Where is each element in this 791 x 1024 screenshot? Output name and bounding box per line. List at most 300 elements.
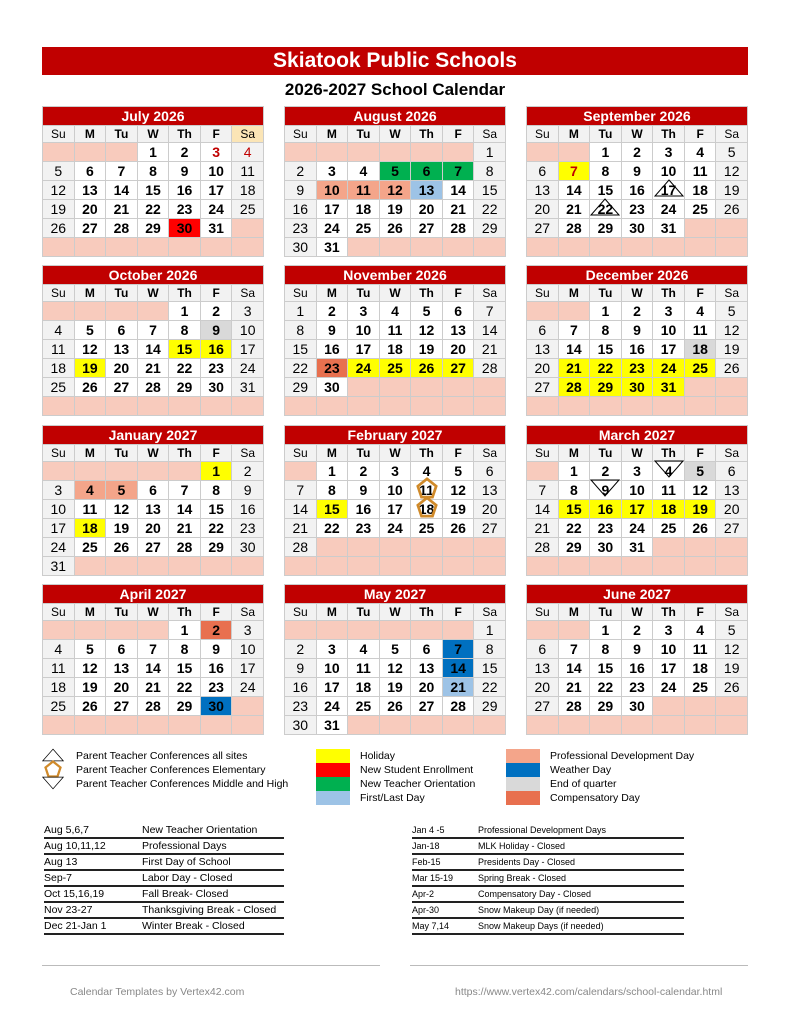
day-cell: 9 <box>285 181 316 199</box>
event-row <box>412 903 684 919</box>
weekday-header: Su <box>285 604 316 620</box>
empty-cell <box>474 716 505 734</box>
day-cell: 29 <box>590 697 621 715</box>
weekday-header: W <box>380 445 411 461</box>
empty-cell <box>716 219 747 237</box>
events-left-table <box>44 823 284 935</box>
empty-cell <box>75 462 106 480</box>
event-date: Jan-18 <box>412 841 440 851</box>
empty-cell <box>317 143 348 161</box>
day-cell: 28 <box>443 697 474 715</box>
day-cell: 10 <box>622 481 653 499</box>
day-cell: 18 <box>232 181 263 199</box>
day-cell: 4 <box>43 640 74 658</box>
day-cell: 29 <box>474 697 505 715</box>
day-cell: 10 <box>232 640 263 658</box>
day-cell: 14 <box>138 659 169 677</box>
month-header: August 2026 <box>285 107 505 125</box>
day-cell: 12 <box>716 640 747 658</box>
day-cell: 22 <box>169 359 200 377</box>
day-cell: 26 <box>43 219 74 237</box>
day-cell: 18 <box>653 500 684 518</box>
day-cell: 5 <box>716 621 747 639</box>
empty-cell <box>285 143 316 161</box>
day-cell: 10 <box>232 321 263 339</box>
empty-cell <box>138 397 169 415</box>
day-cell: 2 <box>201 621 232 639</box>
footer-divider <box>410 965 748 966</box>
month-grid <box>43 285 263 415</box>
weekday-header: F <box>201 126 232 142</box>
weekday-header: M <box>317 285 348 301</box>
weekday-header: Th <box>411 604 442 620</box>
day-cell: 27 <box>411 219 442 237</box>
weekday-header: Tu <box>348 285 379 301</box>
day-cell: 13 <box>75 181 106 199</box>
weekday-header: F <box>443 604 474 620</box>
empty-cell <box>559 143 590 161</box>
event-row <box>44 903 284 919</box>
month-december-2026 <box>526 265 748 416</box>
day-cell: 26 <box>75 378 106 396</box>
event-description: Fall Break- Closed <box>142 888 229 900</box>
weekday-header: M <box>75 126 106 142</box>
empty-cell <box>380 716 411 734</box>
day-cell: 26 <box>716 200 747 218</box>
empty-cell <box>411 378 442 396</box>
empty-cell <box>716 538 747 556</box>
weekday-header: Tu <box>348 604 379 620</box>
day-cell: 2 <box>169 143 200 161</box>
tri-down-icon <box>654 460 684 482</box>
day-cell: 13 <box>106 659 137 677</box>
day-cell: 6 <box>527 162 558 180</box>
day-cell: 10 <box>653 321 684 339</box>
legend-swatch <box>316 749 350 763</box>
event-date: Feb-15 <box>412 857 441 867</box>
day-cell: 23 <box>348 519 379 537</box>
day-cell: 16 <box>285 200 316 218</box>
empty-cell <box>474 397 505 415</box>
empty-cell <box>685 378 716 396</box>
day-cell: 28 <box>559 219 590 237</box>
empty-cell <box>348 397 379 415</box>
month-september-2026 <box>526 106 748 257</box>
day-cell: 12 <box>106 500 137 518</box>
day-cell: 23 <box>201 359 232 377</box>
month-header: May 2027 <box>285 585 505 603</box>
weekday-header: Th <box>169 285 200 301</box>
event-date: Apr-30 <box>412 905 440 915</box>
day-cell: 14 <box>443 181 474 199</box>
day-cell: 5 <box>685 462 716 480</box>
weekday-header: Th <box>653 445 684 461</box>
calendar-subtitle: 2026-2027 School Calendar <box>284 80 506 99</box>
day-cell: 11 <box>43 340 74 358</box>
month-grid <box>43 445 263 575</box>
weekday-header: W <box>380 126 411 142</box>
day-cell: 9 <box>285 659 316 677</box>
day-cell: 1 <box>169 621 200 639</box>
day-cell: 22 <box>590 678 621 696</box>
day-cell: 18 <box>75 519 106 537</box>
day-cell: 20 <box>75 200 106 218</box>
day-cell: 15 <box>138 181 169 199</box>
event-row <box>44 839 284 855</box>
day-cell: 20 <box>106 359 137 377</box>
day-cell: 26 <box>106 538 137 556</box>
day-cell: 15 <box>201 500 232 518</box>
day-cell: 5 <box>716 143 747 161</box>
empty-cell <box>138 716 169 734</box>
day-cell: 9 <box>201 640 232 658</box>
event-row <box>412 887 684 903</box>
day-cell: 21 <box>443 678 474 696</box>
footer-right[interactable]: https://www.vertex42.com/calendars/school-calendar.html <box>455 986 723 998</box>
empty-cell <box>559 716 590 734</box>
day-cell: 31 <box>317 716 348 734</box>
day-cell: 18 <box>685 659 716 677</box>
day-cell: 11 <box>653 481 684 499</box>
weekday-header: Sa <box>716 604 747 620</box>
day-cell: 3 <box>380 462 411 480</box>
day-cell: 8 <box>169 640 200 658</box>
day-cell: 14 <box>443 659 474 677</box>
empty-cell <box>527 143 558 161</box>
empty-cell <box>169 716 200 734</box>
empty-cell <box>474 557 505 575</box>
empty-cell <box>716 397 747 415</box>
empty-cell <box>685 219 716 237</box>
empty-cell <box>43 238 74 256</box>
event-row <box>44 855 284 871</box>
month-june-2027 <box>526 584 748 735</box>
day-cell: 14 <box>559 340 590 358</box>
day-cell: 19 <box>716 659 747 677</box>
day-cell: 6 <box>527 321 558 339</box>
day-cell: 15 <box>285 340 316 358</box>
day-cell: 5 <box>380 640 411 658</box>
day-cell: 15 <box>317 500 348 518</box>
day-cell: 31 <box>653 219 684 237</box>
event-date: Sep-7 <box>44 872 73 884</box>
day-cell: 6 <box>443 302 474 320</box>
day-cell: 24 <box>653 200 684 218</box>
day-cell: 17 <box>380 500 411 518</box>
day-cell: 2 <box>317 302 348 320</box>
day-cell: 27 <box>474 519 505 537</box>
day-cell: 3 <box>232 621 263 639</box>
weekday-header: Sa <box>716 126 747 142</box>
legend-swatch <box>316 763 350 777</box>
weekday-header: W <box>138 445 169 461</box>
school-title: Skiatook Public Schools <box>42 47 748 75</box>
day-cell: 4 <box>653 462 684 480</box>
day-cell: 4 <box>685 621 716 639</box>
day-cell: 24 <box>201 200 232 218</box>
empty-cell <box>43 302 74 320</box>
weekday-header: Su <box>527 285 558 301</box>
day-cell: 8 <box>474 162 505 180</box>
month-header: September 2026 <box>527 107 747 125</box>
day-cell: 10 <box>653 640 684 658</box>
month-header: June 2027 <box>527 585 747 603</box>
weekday-header: Th <box>169 604 200 620</box>
empty-cell <box>232 397 263 415</box>
weekday-header: F <box>685 126 716 142</box>
empty-cell <box>380 538 411 556</box>
month-may-2027 <box>284 584 506 735</box>
day-cell: 8 <box>201 481 232 499</box>
legend-label: First/Last Day <box>360 792 425 804</box>
weekday-header: Th <box>653 604 684 620</box>
event-row <box>44 887 284 903</box>
day-cell: 22 <box>474 678 505 696</box>
day-cell: 15 <box>169 659 200 677</box>
weekday-header: Sa <box>232 445 263 461</box>
empty-cell <box>106 238 137 256</box>
weekday-header: Th <box>169 445 200 461</box>
footer-left[interactable]: Calendar Templates by Vertex42.com <box>70 986 245 998</box>
weekday-header: W <box>138 285 169 301</box>
day-cell: 25 <box>348 219 379 237</box>
day-cell: 8 <box>590 640 621 658</box>
day-cell: 10 <box>43 500 74 518</box>
day-cell: 11 <box>685 640 716 658</box>
day-cell: 4 <box>685 143 716 161</box>
day-cell: 18 <box>411 500 442 518</box>
day-cell: 27 <box>411 697 442 715</box>
empty-cell <box>348 716 379 734</box>
empty-cell <box>443 621 474 639</box>
empty-cell <box>75 238 106 256</box>
event-row <box>412 919 684 935</box>
empty-cell <box>380 557 411 575</box>
empty-cell <box>380 621 411 639</box>
weekday-header: W <box>622 285 653 301</box>
day-cell: 13 <box>138 500 169 518</box>
day-cell: 12 <box>411 321 442 339</box>
empty-cell <box>106 462 137 480</box>
day-cell: 16 <box>285 678 316 696</box>
weekday-header: Tu <box>348 126 379 142</box>
footer-divider <box>42 965 380 966</box>
day-cell: 15 <box>169 340 200 358</box>
weekday-header: M <box>559 604 590 620</box>
day-cell: 11 <box>348 659 379 677</box>
legend-item <box>506 777 617 791</box>
day-cell: 6 <box>106 640 137 658</box>
day-cell: 8 <box>285 321 316 339</box>
day-cell: 18 <box>380 340 411 358</box>
day-cell: 24 <box>380 519 411 537</box>
empty-cell <box>559 238 590 256</box>
day-cell: 31 <box>201 219 232 237</box>
day-cell: 27 <box>716 519 747 537</box>
day-cell: 24 <box>43 538 74 556</box>
empty-cell <box>527 716 558 734</box>
empty-cell <box>317 557 348 575</box>
day-cell: 8 <box>590 321 621 339</box>
weekday-header: Th <box>411 445 442 461</box>
day-cell: 16 <box>169 181 200 199</box>
tri-down-icon <box>42 776 76 793</box>
day-cell: 7 <box>527 481 558 499</box>
weekday-header: W <box>622 604 653 620</box>
day-cell: 22 <box>169 678 200 696</box>
weekday-header: Tu <box>106 285 137 301</box>
weekday-header: Su <box>285 285 316 301</box>
day-cell: 22 <box>559 519 590 537</box>
day-cell: 30 <box>232 538 263 556</box>
day-cell: 30 <box>317 378 348 396</box>
day-cell: 17 <box>653 659 684 677</box>
day-cell: 31 <box>43 557 74 575</box>
empty-cell <box>348 143 379 161</box>
day-cell: 29 <box>138 219 169 237</box>
day-cell: 23 <box>285 219 316 237</box>
empty-cell <box>380 378 411 396</box>
day-cell: 3 <box>232 302 263 320</box>
event-row <box>44 919 284 935</box>
day-cell: 27 <box>527 219 558 237</box>
day-cell: 12 <box>75 340 106 358</box>
day-cell: 18 <box>685 181 716 199</box>
day-cell: 1 <box>169 302 200 320</box>
day-cell: 16 <box>317 340 348 358</box>
day-cell: 19 <box>43 200 74 218</box>
day-cell: 27 <box>138 538 169 556</box>
day-cell: 19 <box>685 500 716 518</box>
month-grid <box>527 445 747 575</box>
day-cell: 28 <box>443 219 474 237</box>
legend-item <box>506 791 640 805</box>
empty-cell <box>622 557 653 575</box>
day-cell: 10 <box>317 181 348 199</box>
legend-label: Professional Development Day <box>550 750 695 762</box>
day-cell: 26 <box>716 359 747 377</box>
day-cell: 21 <box>527 519 558 537</box>
weekday-header: M <box>75 604 106 620</box>
empty-cell <box>43 621 74 639</box>
weekday-header: F <box>443 445 474 461</box>
day-cell: 27 <box>443 359 474 377</box>
event-description: Snow Makeup Day (if needed) <box>478 905 600 915</box>
month-header: November 2026 <box>285 266 505 284</box>
weekday-header: F <box>201 285 232 301</box>
day-cell: 6 <box>75 162 106 180</box>
weekday-header: M <box>559 445 590 461</box>
legend-label: Parent Teacher Conferences Elementary <box>76 764 266 776</box>
empty-cell <box>590 397 621 415</box>
empty-cell <box>75 143 106 161</box>
day-cell: 8 <box>590 162 621 180</box>
day-cell: 20 <box>474 500 505 518</box>
day-cell: 4 <box>380 302 411 320</box>
day-cell: 4 <box>411 462 442 480</box>
empty-cell <box>622 716 653 734</box>
month-april-2027 <box>42 584 264 735</box>
day-cell: 28 <box>559 697 590 715</box>
empty-cell <box>201 397 232 415</box>
month-grid <box>43 126 263 256</box>
empty-cell <box>622 397 653 415</box>
empty-cell <box>232 716 263 734</box>
legend-label: Compensatory Day <box>550 792 640 804</box>
day-cell: 13 <box>411 659 442 677</box>
day-cell: 25 <box>43 378 74 396</box>
weekday-header: Su <box>527 604 558 620</box>
legend-item <box>316 763 473 777</box>
empty-cell <box>527 397 558 415</box>
empty-cell <box>411 557 442 575</box>
day-cell: 12 <box>716 162 747 180</box>
day-cell: 19 <box>106 519 137 537</box>
day-cell: 2 <box>232 462 263 480</box>
day-cell: 22 <box>590 359 621 377</box>
weekday-header: Sa <box>474 445 505 461</box>
day-cell: 23 <box>622 678 653 696</box>
empty-cell <box>232 697 263 715</box>
day-cell: 17 <box>653 181 684 199</box>
empty-cell <box>348 621 379 639</box>
empty-cell <box>527 621 558 639</box>
day-cell: 23 <box>169 200 200 218</box>
event-row <box>412 855 684 871</box>
day-cell: 7 <box>559 640 590 658</box>
day-cell: 19 <box>380 678 411 696</box>
day-cell: 26 <box>75 697 106 715</box>
legend-swatch <box>506 763 540 777</box>
day-cell: 21 <box>559 359 590 377</box>
legend-item <box>316 777 475 791</box>
weekday-header: M <box>75 445 106 461</box>
day-cell: 6 <box>474 462 505 480</box>
day-cell: 23 <box>317 359 348 377</box>
day-cell: 27 <box>527 378 558 396</box>
day-cell: 30 <box>622 219 653 237</box>
month-header: February 2027 <box>285 426 505 444</box>
empty-cell <box>653 238 684 256</box>
weekday-header: Sa <box>232 604 263 620</box>
month-grid <box>285 445 505 575</box>
month-header: October 2026 <box>43 266 263 284</box>
empty-cell <box>317 397 348 415</box>
empty-cell <box>348 538 379 556</box>
empty-cell <box>653 557 684 575</box>
empty-cell <box>527 302 558 320</box>
day-cell: 29 <box>474 219 505 237</box>
day-cell: 28 <box>527 538 558 556</box>
empty-cell <box>232 219 263 237</box>
empty-cell <box>443 397 474 415</box>
day-cell: 21 <box>106 200 137 218</box>
day-cell: 7 <box>138 640 169 658</box>
day-cell: 30 <box>201 697 232 715</box>
day-cell: 10 <box>653 162 684 180</box>
day-cell: 7 <box>443 162 474 180</box>
day-cell: 26 <box>380 219 411 237</box>
day-cell: 16 <box>622 181 653 199</box>
weekday-header: Sa <box>474 285 505 301</box>
day-cell: 20 <box>527 359 558 377</box>
day-cell: 23 <box>232 519 263 537</box>
empty-cell <box>201 557 232 575</box>
day-cell: 25 <box>75 538 106 556</box>
day-cell: 3 <box>653 143 684 161</box>
day-cell: 25 <box>685 678 716 696</box>
day-cell: 4 <box>348 162 379 180</box>
